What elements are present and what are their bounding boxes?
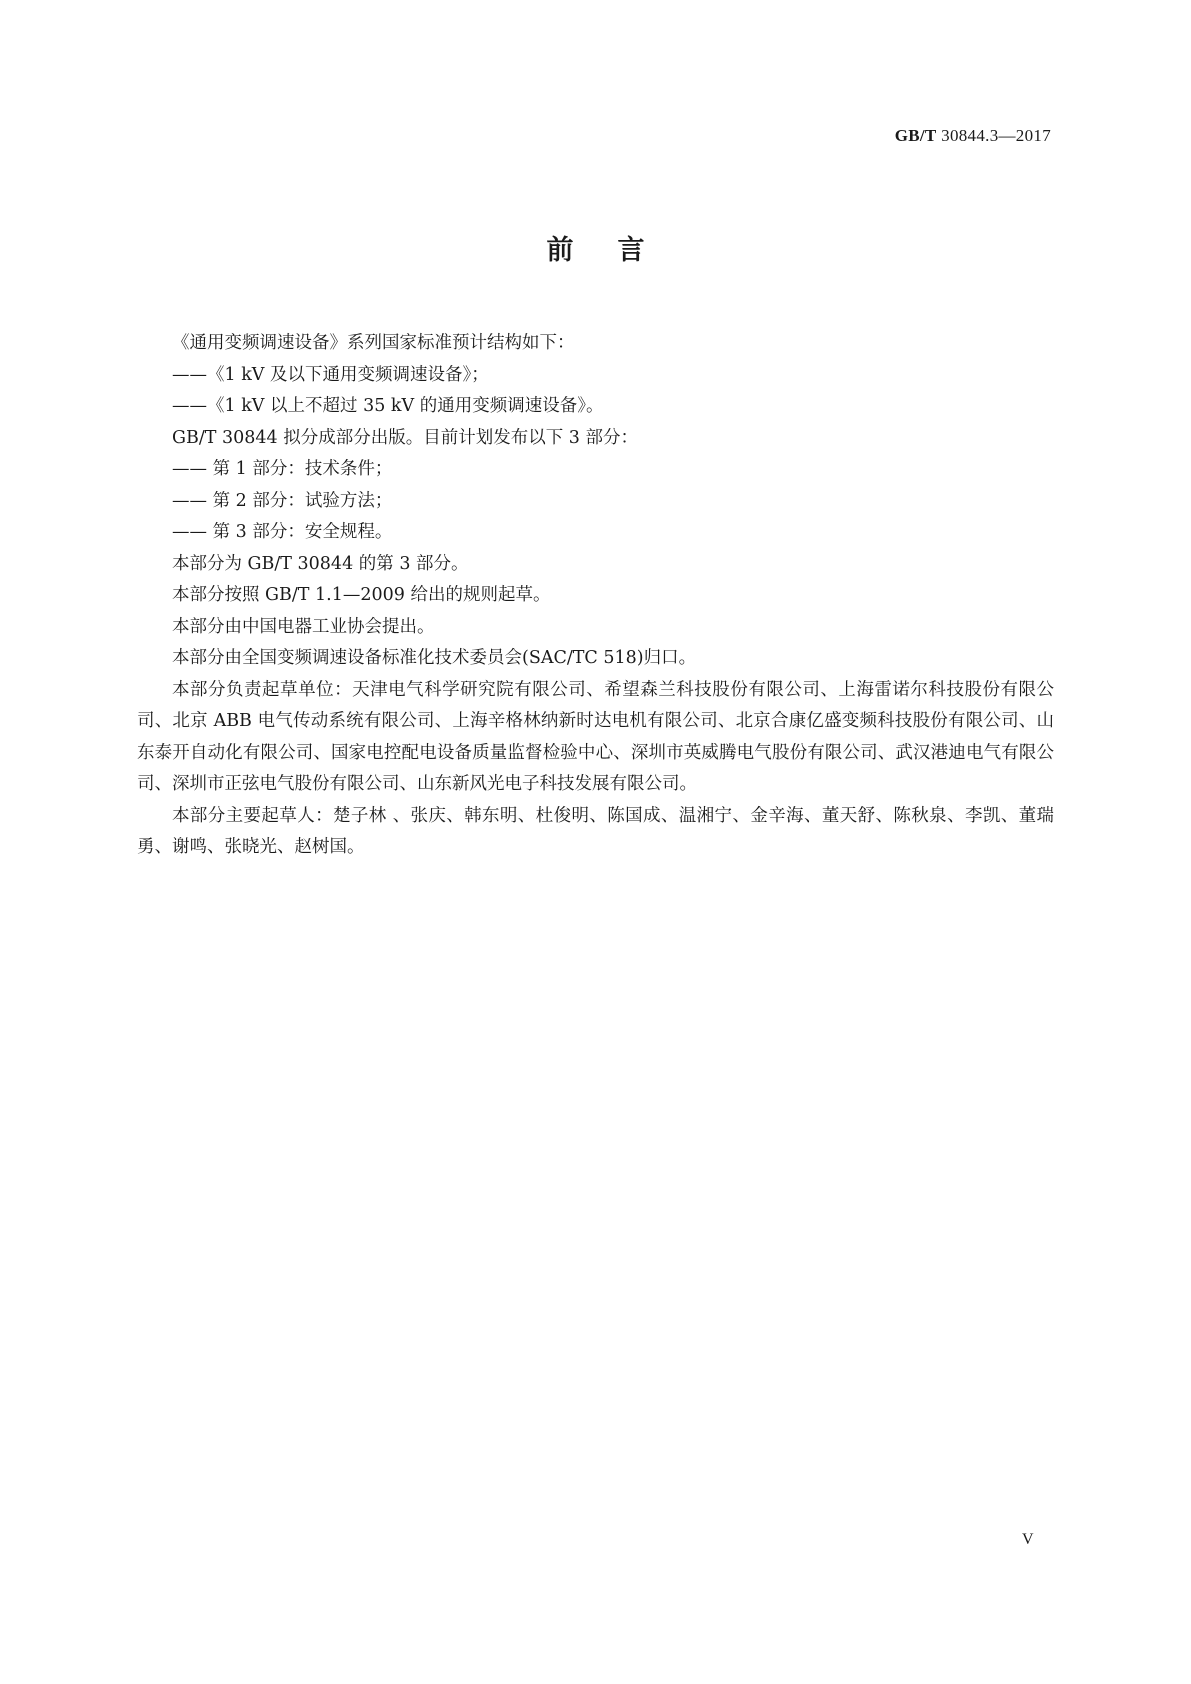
part-item-2: —— 第 2 部分：试验方法；	[172, 490, 393, 511]
standard-code-number: 30844.3—2017	[941, 126, 1051, 145]
part-item-3: —— 第 3 部分：安全规程。	[172, 522, 393, 542]
drafters: 本部分主要起草人：楚子林 、张庆、韩东明、杜俊明、陈国成、温湘宁、金辛海、董天舒、陈秋泉、李凯、董瑞勇、谢鸣、张晓光、赵树国。	[137, 805, 1054, 857]
part-item-1: —— 第 1 部分：技术条件；	[172, 459, 393, 479]
series-item-1: ——《1 kV 及以下通用变频调速设备》；	[172, 364, 489, 385]
preface-body	[137, 328, 1054, 864]
drafting-organizations: 本部分负责起草单位：天津电气科学研究院有限公司、希望森兰科技股份有限公司、上海雷诺尔科技股份有限公司、北京 ABB 电气传动系统有限公司、上海辛格林纳新时达电机有限公司、北京合康亿盛变频科技股份有限公司、山东泰开自动化有限公司、国家电控配电设备质量监督检验中心、深圳市英威腾电气股份有限公司、武汉港迪电气有限公司、深圳市正弦电气股份有限公司、山东新风光电子科技发展有限公司。	[137, 679, 1054, 794]
part-statement: 本部分为 GB/T 30844 的第 3 部分。	[172, 553, 469, 574]
standard-code-prefix: GB/T	[894, 126, 937, 145]
series-item-2: ——《1 kV 以上不超过 35 kV 的通用变频调速设备》。	[172, 396, 604, 416]
series-structure-intro: 《通用变频调速设备》系列国家标准预计结构如下：	[172, 333, 575, 353]
administrator: 本部分由全国变频调速设备标准化技术委员会(SAC/TC 518)归口。	[172, 648, 697, 668]
page-title: 前言	[546, 235, 689, 266]
page-number: V	[1022, 1531, 1034, 1548]
drafting-rules: 本部分按照 GB/T 1.1—2009 给出的规则起草。	[172, 585, 551, 605]
parts-intro: GB/T 30844 拟分成部分出版。目前计划发布以下 3 部分：	[172, 427, 638, 448]
standard-code	[895, 126, 1051, 146]
proposer: 本部分由中国电器工业协会提出。	[172, 616, 435, 637]
